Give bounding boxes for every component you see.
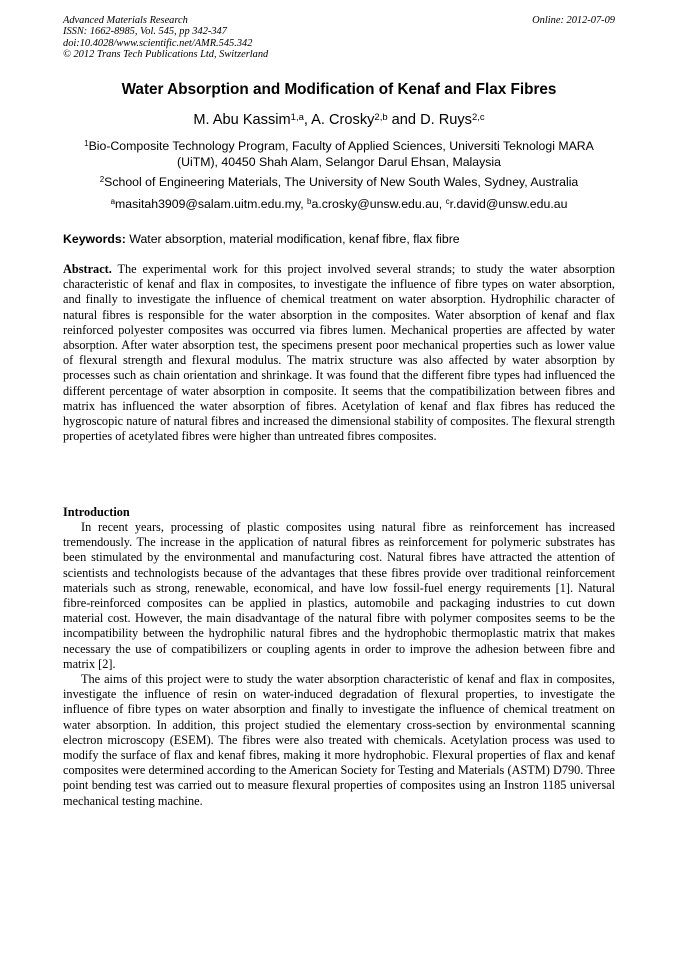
author-2: A. Crosky	[311, 112, 375, 128]
paper-title: Water Absorption and Modification of Kenaf and Flax Fibres	[121, 81, 557, 98]
author-3-sup: 2,c	[471, 111, 485, 123]
abstract-label: Abstract.	[63, 262, 112, 276]
introduction-paragraph-1: In recent years, processing of plastic composites using natural fibre as reinforcement has increased tremendously. The increase in the application of natural fibres as reinforcement for polymeric substrates has been stimulated by the environmental and manufacturing cost. Natural fibres have attracted the attention of scientists and technologists because of the advantages that these fibres provide over traditional reinforcement materials such as strong, renewable, economical, and have low fossil-fuel energy requirements [1]. Natural fibre-reinforced composites can be applied in plastics, automobile and packaging industries to cut down material cost. However, the main disadvantage of the natural fibre with polymer composites seems to be the incompatibility between the hydrophilic natural fibres and the hydrophobic thermoplastic matrix that makes necessary the use of compatibilizers or coupling agents in order to improve the adhesion between fibre and matrix [2].	[63, 520, 615, 671]
affiliation-2-text: School of Engineering Materials, The University of New South Wales, Sydney, Australia	[104, 175, 579, 189]
keywords-text: Water absorption, material modification, kenaf fibre, flax fibre	[125, 232, 460, 246]
author-sep-1: ,	[303, 112, 312, 128]
affiliation-1-line-2: (UiTM), 40450 Shah Alam, Selangor Darul Ehsan, Malaysia	[177, 155, 501, 169]
keywords	[63, 232, 615, 246]
abstract	[63, 262, 615, 444]
author-1-sup: 1,a	[290, 111, 304, 123]
affiliation-2	[40, 174, 638, 190]
abstract-text: The experimental work for this project involved several strands; to study the water absorption characteristic of kenaf and flax in composites, to investigate the influence of fibre types on water absorption, and finally to investigate the influence of chemical treatment on water absorption. Hydrophilic character of natural fibres is responsible for the water absorption in the composites. Water absorption of kenaf and flax reinforced polyester composites was occurred via fibres lumen. Mechanical properties are affected by water absorption. After water absorption test, the specimens present poor mechanical properties such as lower value of flexural strength and flexural modulus. The matrix structure was also affected by water absorption by processes such as chain orientation and shrinkage. It was found that the different fibre types had influenced the different percentage of water absorption in composite. It seems that the compatibilization between fibres and matrix has influenced the water absorption of fibres. Acetylation of kenaf and flax fibres has reduced the hygroscopic nature of natural fibres and increased the dimensional stability of composites. The flexural strength properties of acetylated fibres were higher than untreated fibres composites.	[63, 262, 615, 444]
issn-line: ISSN: 1662-8985, Vol. 545, pp 342-347	[63, 26, 227, 38]
copyright-line: © 2012 Trans Tech Publications Ltd, Switzerland	[63, 48, 269, 60]
email-b: a.crosky@unsw.edu.au,	[311, 197, 446, 211]
email-a: masitah3909@salam.uitm.edu.my,	[115, 197, 308, 211]
journal-header	[63, 15, 268, 60]
affiliation-1-sup: 1	[84, 139, 89, 149]
introduction-heading: Introduction	[63, 505, 130, 519]
affiliation-1	[40, 138, 638, 170]
introduction-body	[63, 520, 615, 809]
author-3: D. Ruys	[420, 112, 472, 128]
author-1: M. Abu Kassim	[193, 112, 291, 128]
author-2-sup: 2,b	[374, 111, 388, 123]
doi-line: doi:10.4028/www.scientific.net/AMR.545.342	[63, 37, 253, 49]
email-a-sup: a	[110, 197, 116, 207]
email-line	[40, 196, 638, 212]
email-c: r.david@unsw.edu.au	[449, 197, 568, 211]
introduction-paragraph-2: The aims of this project were to study the water absorption characteristic of kenaf and flax in composites, investigate the influence of resin on water-induced degradation of flexural properties, to investigate the influence of fibre types on water absorption and finally to investigate the influence of chemical treatment on water absorption. In addition, this project studied the elementary cross-section by environmental scanning electron microscopy (ESEM). The fibres were also treated with chemicals. Acetylation process was used to modify the surface of flax and kenaf fibres, making it more hydrophobic. Flexural properties of flax and kenaf composites were determined according to the American Society for Testing and Materials (ASTM) D790. Three point bending test was carried out to measure flexural properties of composites using an Instron 1185 universal mechanical testing machine.	[63, 672, 615, 808]
email-c-sup: c	[445, 197, 450, 207]
affiliation-2-sup: 2	[99, 175, 105, 185]
online-date: Online: 2012-07-09	[532, 15, 615, 26]
author-sep-2: and	[387, 112, 421, 128]
keywords-label: Keywords:	[63, 232, 126, 246]
author-line	[40, 112, 638, 128]
email-b-sup: b	[307, 197, 312, 207]
journal-name: Advanced Materials Research	[63, 15, 188, 26]
affiliation-1-line-1: Bio-Composite Technology Program, Faculty of Applied Sciences, Universiti Teknologi MARA	[88, 139, 594, 153]
